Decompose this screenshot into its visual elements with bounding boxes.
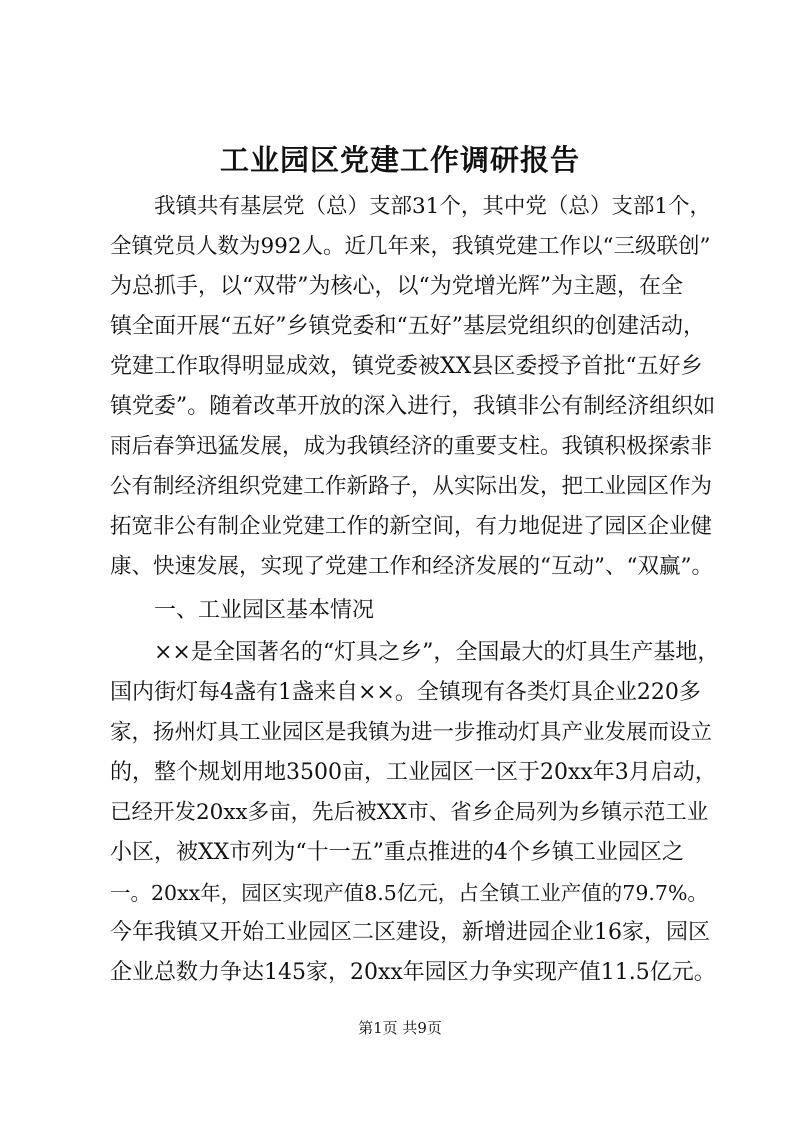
paragraph-line: 全镇党员人数为992人。近几年来，我镇党建工作以“三级联创”: [110, 234, 711, 259]
paragraph-line: 康、快速发展，实现了党建工作和经济发展的“互动”、“双赢”。: [110, 554, 713, 579]
paragraph-line: ××是全国著名的“灯具之乡”，全国最大的灯具生产基地，: [154, 640, 720, 665]
page-number-footer: 第1页 共9页: [358, 1019, 442, 1037]
paragraph-line: 雨后春笋迅猛发展，成为我镇经济的重要支柱。我镇积极探索非: [110, 434, 713, 459]
paragraph-line: 今年我镇又开始工业园区二区建设，新增进园企业16家，园区: [110, 920, 710, 945]
paragraph-line: 镇党委”。随着改革开放的深入进行，我镇非公有制经济组织如: [110, 394, 716, 419]
paragraph-line: 为总抓手，以“双带”为核心，以“为党增光辉”为主题，在全: [110, 274, 683, 299]
paragraph-line: 党建工作取得明显成效，镇党委被XX县区委授予首批“五好乡: [110, 354, 703, 379]
paragraph-line: 拓宽非公有制企业党建工作的新空间，有力地促进了园区企业健: [110, 514, 713, 539]
paragraph-line: 小区，被XX市列为“十一五”重点推进的4个乡镇工业园区之: [110, 840, 684, 865]
paragraph-line: 的，整个规划用地3500亩，工业园区一区于20xx年3月启动，: [110, 760, 717, 785]
paragraph-line: 公有制经济组织党建工作新路子，从实际出发，把工业园区作为: [110, 474, 713, 499]
paragraph-line: 家，扬州灯具工业园区是我镇为进一步推动灯具产业发展而设立: [110, 720, 713, 745]
page-title: 工业园区党建工作调研报告: [219, 143, 580, 177]
paragraph-line: 我镇共有基层党（总）支部31个，其中党（总）支部1个，: [154, 194, 712, 219]
paragraph-line: 镇全面开展“五好”乡镇党委和“五好”基层党组织的创建活动，: [110, 314, 705, 339]
paragraph-line: 一。20xx年，园区实现产值8.5亿元，占全镇工业产值的79.7%。: [110, 881, 708, 905]
paragraph-line: 企业总数力争达145家，20xx年园区力争实现产值11.5亿元。: [110, 960, 716, 985]
paragraph-line: 国内街灯每4盏有1盏来自××。全镇现有各类灯具企业220多: [110, 680, 701, 705]
section-heading: 一、工业园区基本情况: [154, 598, 375, 623]
paragraph-line: 已经开发20xx多亩，先后被XX市、省乡企局列为乡镇示范工业: [110, 800, 709, 825]
